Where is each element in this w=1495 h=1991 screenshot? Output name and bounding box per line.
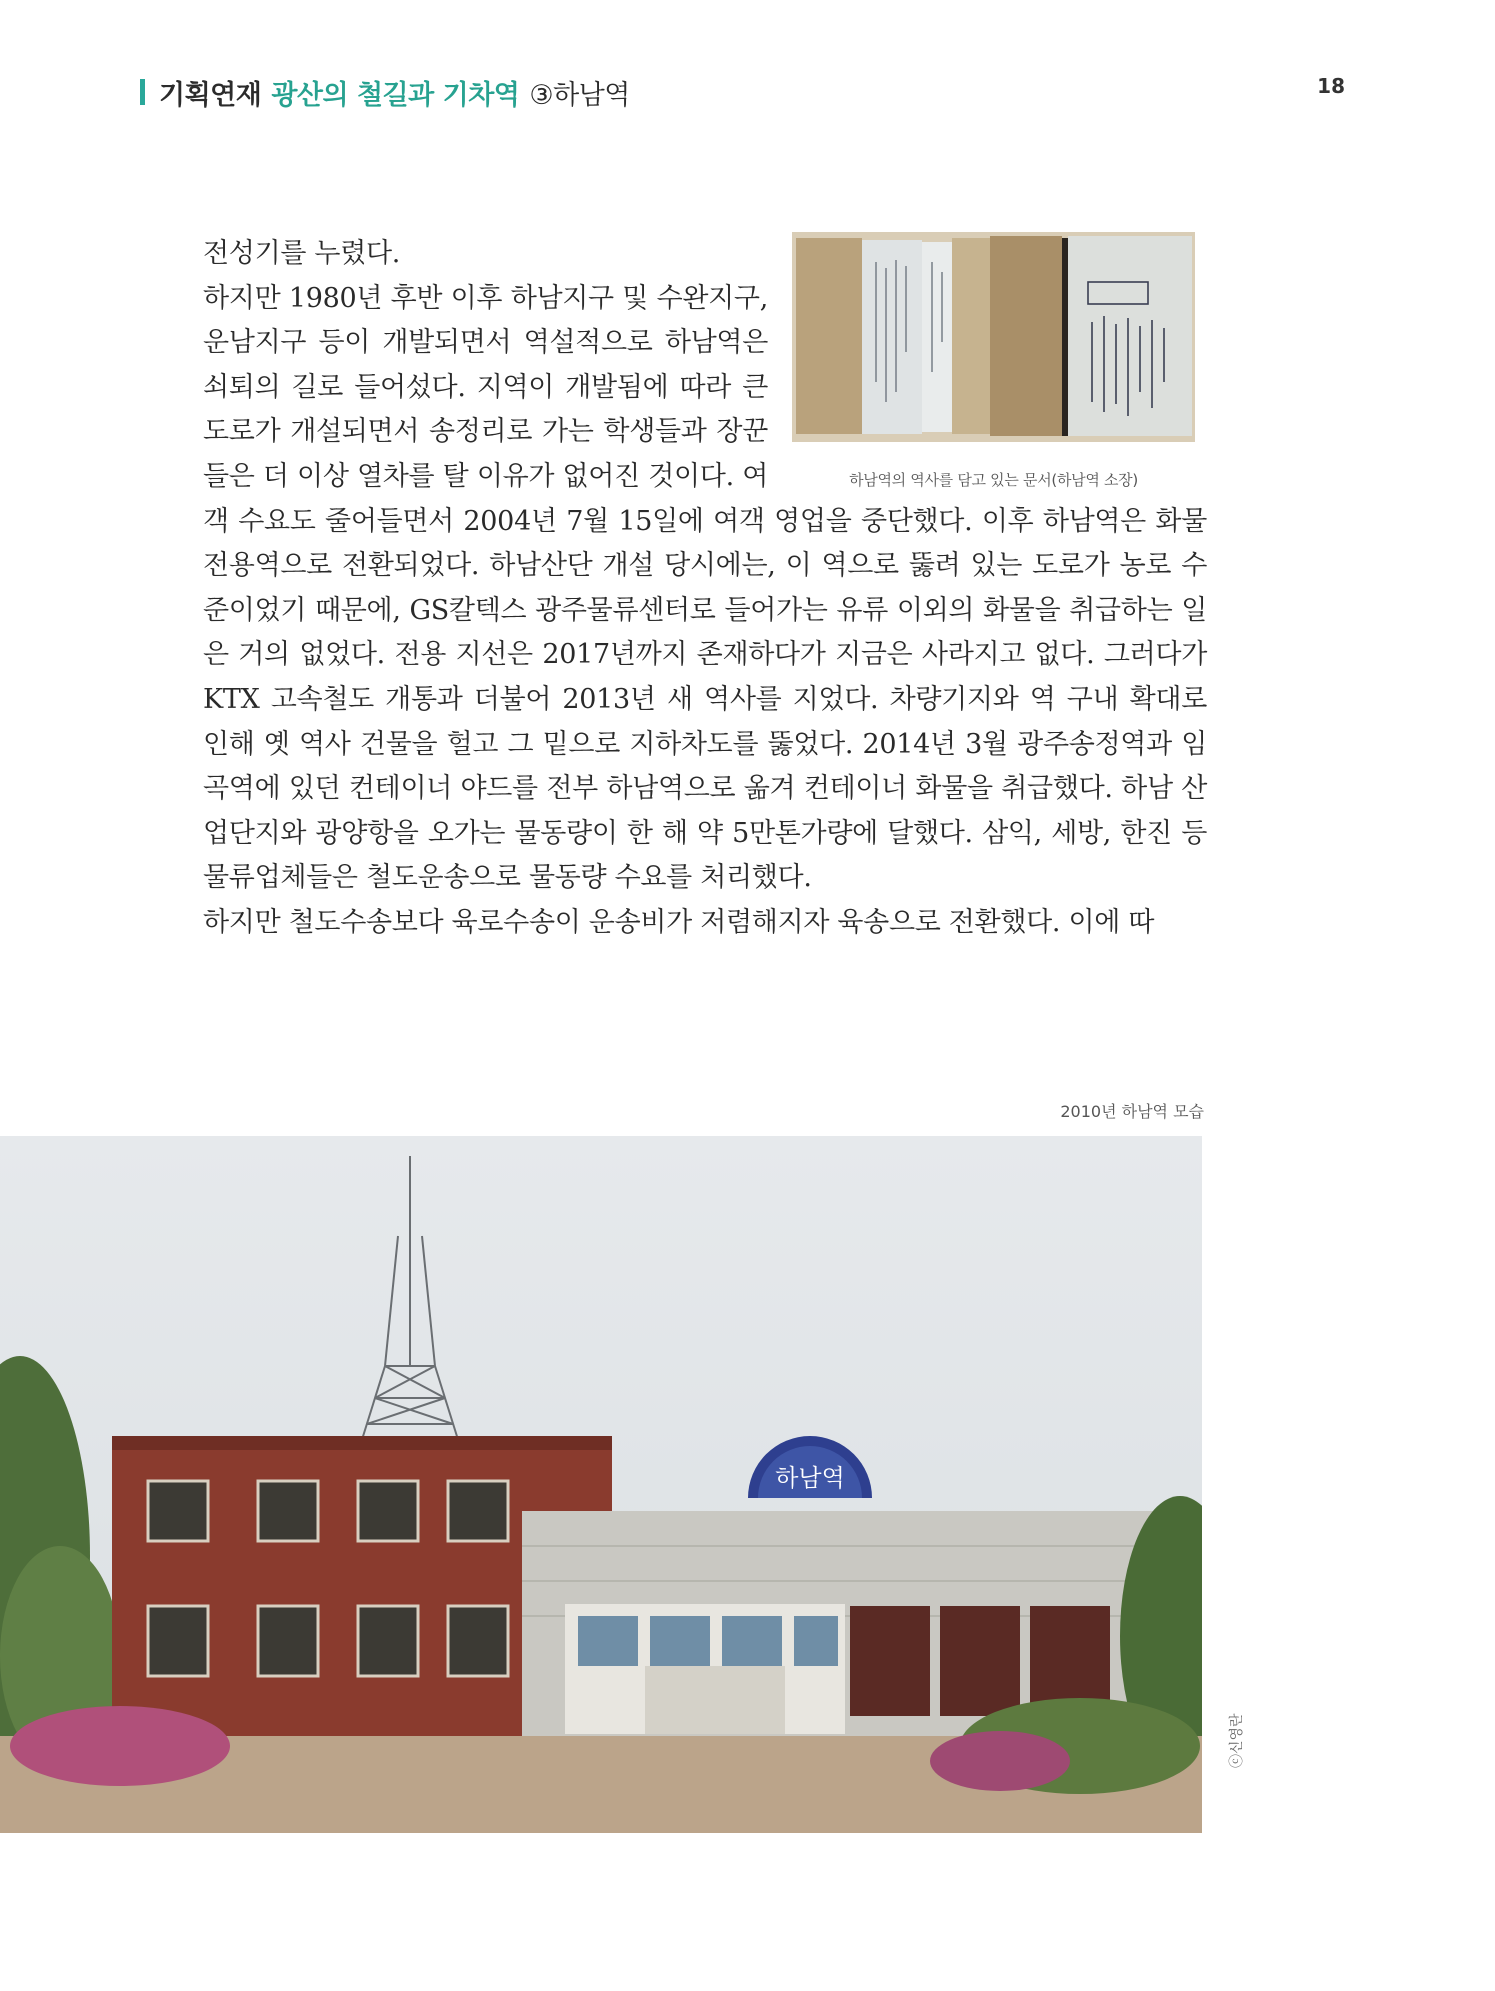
photo-credit: ⓒ신영란	[1229, 1713, 1245, 1768]
article-subtitle: ③하남역	[529, 79, 630, 111]
paragraph: 하지만 1980년 후반 이후 하남지구 및 수완지구, 운남지구 등이 개발되면서 역설적으로 하남역은 쇠퇴의 길로 들어섰다. 지역이 개발됨에 따라 큰 도로가 개설되면서 송정리로 가는 학생들과 장꾼들은 더 이상 열차를 탈 이유가 없어진 것이다. 여객 수요도 줄어들면서 2004년 7월 15일에 여객 영업을 중단했다. 이후 하남역은 화물 전용역으로 전환되었다. 하남산단 개설 당시에는, 이 역으로 뚫려 있는 도로가 농로 수준이었기 때문에, GS칼텍스 광주물류센터로 들어가는 유류 이외의 화물을 취급하는 일은 거의 없었다. 전용 지선은 2017년까지 존재하다가 지금은 사라지고 없다. 그러다가 KTX 고속철도 개통과 더불어 2013년 새 역사를 지었다. 차량기지와 역 구내 확대로 인해 옛 역사 건물을 헐고 그 밑으로 지하차도를 뚫었다. 2014년 3월 광주송정역과 임곡역에 있던 컨테이너 야드를 전부 하남역으로 옮겨 컨테이너 화물을 취급했다. 하남 산업단지와 광양항을 오가는 물동량이 한 해 약 5만톤가량에 달했다. 삼익, 세방, 한진 등 물류업체들은 철도운송으로 물동량 수요를 처리했다.	[203, 282, 1207, 894]
documents-photo	[792, 232, 1195, 442]
header-accent-bar	[140, 79, 145, 105]
documents-illustration	[792, 232, 1195, 442]
documents-caption: 하남역의 역사를 담고 있는 문서(하남역 소장)	[849, 471, 1138, 489]
station-caption: 2010년 하남역 모습	[1060, 1102, 1204, 1121]
paragraph: 하지만 철도수송보다 육로수송이 운송비가 저렴해지자 육송으로 전환했다. 이에 따	[203, 906, 1155, 938]
documents-figure	[792, 232, 1207, 489]
paragraph: 전성기를 누렸다.	[203, 238, 401, 269]
station-sign-text: 하남역	[775, 1464, 845, 1492]
article-body	[203, 232, 1207, 946]
station-illustration	[0, 1136, 1202, 1833]
series-title: 광산의 철길과 기차역	[271, 79, 520, 111]
series-label: 기획연재	[159, 79, 262, 111]
running-header	[140, 72, 630, 112]
page-number: 18	[1317, 74, 1345, 98]
station-photo	[0, 1136, 1202, 1833]
